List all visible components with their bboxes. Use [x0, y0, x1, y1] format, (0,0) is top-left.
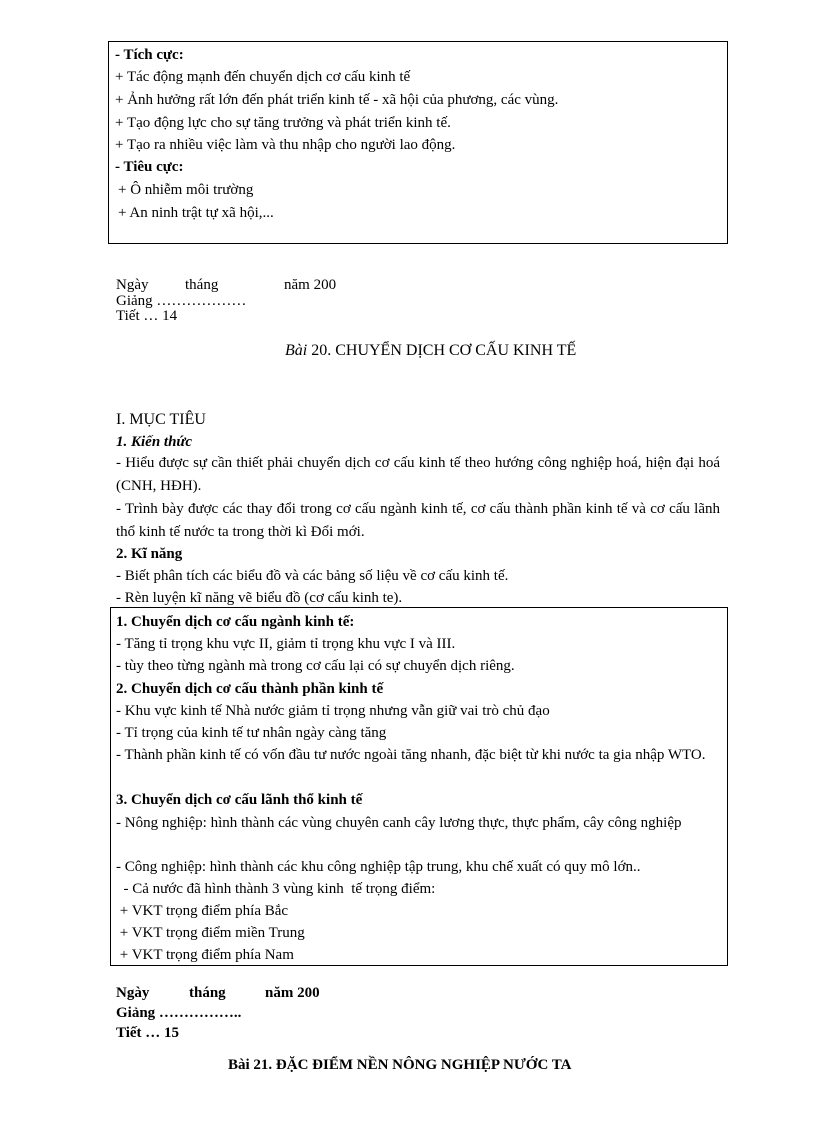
- negative-item: + Ô nhiễm môi trường: [118, 182, 254, 198]
- knowledge-number: 1.: [116, 434, 128, 450]
- period-label: Tiết … 14: [116, 308, 178, 324]
- date-month-label: tháng: [189, 985, 226, 1001]
- lesson-21-title: Bài 21. ĐẶC ĐIỂM NỀN NÔNG NGHIỆP NƯỚC TA: [228, 1057, 572, 1073]
- objectives-heading: I. MỤC TIÊU: [116, 411, 206, 428]
- section-3-item: + VKT trọng điểm miền Trung: [116, 925, 305, 941]
- teaching-label: Giảng ………………: [116, 293, 247, 309]
- section-3-item: - Công nghiệp: hình thành các khu công nghiệp tập trung, khu chế xuất có quy mô lớn..: [116, 859, 641, 875]
- section-3-item: - Cả nước đã hình thành 3 vùng kinh tế trọng điểm:: [116, 881, 436, 897]
- section-1-item: - tùy theo từng ngành mà trong cơ cấu lại có sự chuyển dịch riêng.: [116, 658, 515, 674]
- negative-label: - Tiêu cực:: [115, 159, 184, 175]
- section-1-heading: 1. Chuyển dịch cơ cấu ngành kinh tế:: [116, 614, 355, 630]
- date-month-label: tháng: [185, 277, 219, 293]
- section-1-item: - Tăng tỉ trọng khu vực II, giảm tỉ trọng khu vực I và III.: [116, 636, 456, 652]
- section-2-heading: 2. Chuyển dịch cơ cấu thành phần kinh tế: [116, 681, 384, 697]
- positive-item: + Tạo động lực cho sự tăng trưởng và phát triển kinh tế.: [115, 115, 451, 131]
- section-3-heading: 3. Chuyển dịch cơ cấu lãnh thổ kinh tế: [116, 792, 363, 808]
- skills-heading: 2. Kĩ năng: [116, 546, 183, 562]
- lesson-20-title: [285, 341, 576, 361]
- date-day-label: Ngày: [116, 985, 150, 1001]
- knowledge-item: - Hiểu được sự cần thiết phải chuyển dịch cơ cấu kinh tế theo hướng công nghiệp hoá, hiện đại hoá (CNH, HĐH).: [116, 455, 720, 494]
- knowledge-item: - Trình bày được các thay đổi trong cơ cấu ngành kinh tế, cơ cấu thành phần kinh tế và cơ cấu lãnh thổ kinh tế nước ta trong thời kì Đổi mới.: [116, 501, 720, 540]
- lesson-title-text: 20. CHUYỂN DỊCH CƠ CẤU KINH TẾ: [307, 342, 577, 359]
- negative-item: + An ninh trật tự xã hội,...: [118, 205, 274, 221]
- section-2-item: - Tỉ trọng của kinh tế tư nhân ngày càng tăng: [116, 725, 387, 741]
- teaching-label: Giảng ……………..: [116, 1005, 242, 1021]
- date-year-label: năm 200: [284, 277, 337, 293]
- positive-label: - Tích cực:: [115, 47, 184, 63]
- period-label: Tiết … 15: [116, 1025, 180, 1041]
- section-3-item: - Nông nghiệp: hình thành các vùng chuyên canh cây lương thực, thực phẩm, cây công nghiệp: [116, 815, 682, 831]
- positive-item: + Tác động mạnh đến chuyển dịch cơ cấu kinh tế: [115, 69, 411, 85]
- skills-item: - Biết phân tích các biểu đồ và các bảng số liệu về cơ cấu kinh tế.: [116, 568, 509, 584]
- section-2-item: - Khu vực kinh tế Nhà nước giảm tỉ trọng nhưng vẫn giữ vai trò chủ đạo: [116, 703, 550, 719]
- section-3-item: + VKT trọng điểm phía Nam: [116, 947, 294, 963]
- section-3-item: + VKT trọng điểm phía Bắc: [116, 903, 289, 919]
- knowledge-label: Kiến thức: [127, 434, 193, 450]
- positive-item: + Ảnh hưởng rất lớn đến phát triển kinh tế - xã hội của phương, các vùng.: [115, 92, 559, 108]
- section-2-item: - Thành phần kinh tế có vốn đầu tư nước ngoài tăng nhanh, đặc biệt từ khi nước ta gia nhập WTO.: [116, 747, 706, 763]
- date-year-label: năm 200: [265, 985, 320, 1001]
- skills-item: - Rèn luyện kĩ năng vẽ biểu đồ (cơ cấu kinh te).: [116, 590, 403, 606]
- date-day-label: Ngày: [116, 277, 149, 293]
- knowledge-heading: [116, 432, 192, 452]
- lesson-title-prefix: Bài: [285, 342, 308, 359]
- positive-item: + Tạo ra nhiều việc làm và thu nhập cho người lao động.: [115, 137, 456, 153]
